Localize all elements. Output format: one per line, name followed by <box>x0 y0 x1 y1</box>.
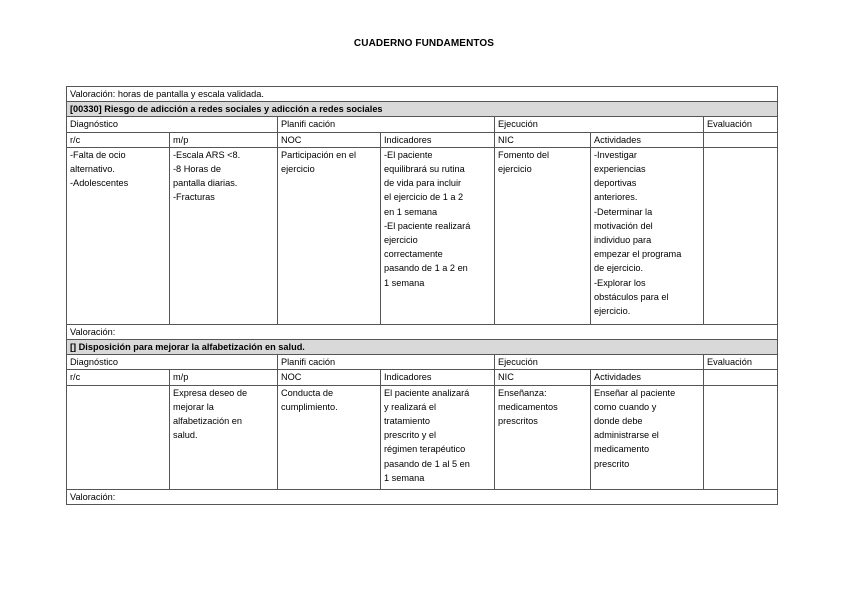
care-plan-table <box>66 86 778 505</box>
footer-valoracion: Valoración: <box>67 489 778 504</box>
header-nic: NIC <box>495 370 591 385</box>
header-rc: r/c <box>67 132 170 147</box>
header-indicadores: Indicadores <box>381 370 495 385</box>
header-ejecucion: Ejecución <box>495 355 704 370</box>
header-indicadores: Indicadores <box>381 132 495 147</box>
noc-cell-1: Participación en el ejercicio <box>278 147 381 324</box>
diagnosis-title-1: [00330] Riesgo de adicción a redes sociales y adicción a redes sociales <box>67 102 778 117</box>
header-noc: NOC <box>278 132 381 147</box>
header-planificacion: Planifi cación <box>278 117 495 132</box>
diagnosis-title-2: [] Disposición para mejorar la alfabetización en salud. <box>67 340 778 355</box>
header-diagnostico: Diagnóstico <box>67 117 278 132</box>
phase-header-row-2 <box>67 355 778 370</box>
header-actividades: Actividades <box>591 132 704 147</box>
header-diagnostico: Diagnóstico <box>67 355 278 370</box>
indicadores-cell-2: El paciente analizará y realizará el tratamiento prescrito y el régimen terapéutico pasando de 1 al 5 en 1 semana <box>381 385 495 489</box>
mp-cell-1: -Escala ARS <8. -8 Horas de pantalla diarias. -Fracturas <box>170 147 278 324</box>
column-header-row-2 <box>67 370 778 385</box>
header-planificacion: Planifi cación <box>278 355 495 370</box>
valoracion-row-3 <box>67 489 778 504</box>
header-noc: NOC <box>278 370 381 385</box>
header-mp: m/p <box>170 370 278 385</box>
content-row-1 <box>67 147 778 324</box>
diagnosis-title-row-1 <box>67 102 778 117</box>
nic-cell-1: Fomento del ejercicio <box>495 147 591 324</box>
header-mp: m/p <box>170 132 278 147</box>
page-title: CUADERNO FUNDAMENTOS <box>353 38 495 49</box>
valoracion-2: Valoración: <box>67 324 778 339</box>
indicadores-cell-1: -El paciente equilibrará su rutina de vida para incluir el ejercicio de 1 a 2 en 1 semana -El paciente realizará ejercicio correctamente pasando de 1 a 2 en 1 semana <box>381 147 495 324</box>
content-row-2 <box>67 385 778 489</box>
valoracion-row-2 <box>67 324 778 339</box>
diagnosis-title-row-2 <box>67 340 778 355</box>
header-ejecucion: Ejecución <box>495 117 704 132</box>
rc-cell-2 <box>67 385 170 489</box>
mp-cell-2: Expresa deseo de mejorar la alfabetización en salud. <box>170 385 278 489</box>
noc-cell-2: Conducta de cumplimiento. <box>278 385 381 489</box>
column-header-row-1 <box>67 132 778 147</box>
evaluacion-cell-2 <box>704 385 778 489</box>
header-rc: r/c <box>67 370 170 385</box>
phase-header-row-1 <box>67 117 778 132</box>
nic-cell-2: Enseñanza: medicamentos prescritos <box>495 385 591 489</box>
header-evaluacion-blank <box>704 370 778 385</box>
actividades-cell-1: -Investigar experiencias deportivas anteriores. -Determinar la motivación del individuo para empezar el programa de ejercicio. -Explorar los obstáculos para el ejercicio. <box>591 147 704 324</box>
header-evaluacion-blank <box>704 132 778 147</box>
header-actividades: Actividades <box>591 370 704 385</box>
evaluacion-cell-1 <box>704 147 778 324</box>
header-nic: NIC <box>495 132 591 147</box>
header-evaluacion: Evaluación <box>704 355 778 370</box>
valoracion-1: Valoración: horas de pantalla y escala validada. <box>67 87 778 102</box>
actividades-cell-2: Enseñar al paciente como cuando y donde debe administrarse el medicamento prescrito <box>591 385 704 489</box>
header-evaluacion: Evaluación <box>704 117 778 132</box>
valoracion-row-1 <box>67 87 778 102</box>
rc-cell-1: -Falta de ocio alternativo. -Adolescentes <box>67 147 170 324</box>
